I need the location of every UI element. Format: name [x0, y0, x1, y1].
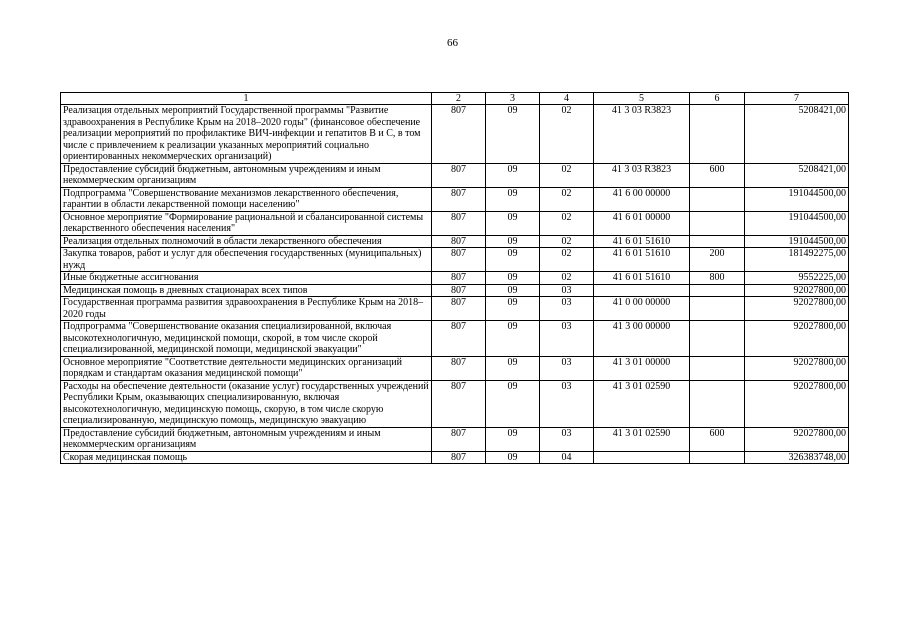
target-article-cell: 41 6 00 00000 — [594, 187, 690, 211]
target-article-cell: 41 3 03 R3823 — [594, 163, 690, 187]
header-cell: 7 — [745, 93, 849, 105]
header-cell: 3 — [486, 93, 540, 105]
sum-cell: 191044500,00 — [745, 235, 849, 248]
code-cell: 807 — [432, 380, 486, 427]
row-name-cell: Основное мероприятие "Формирование рациональной и сбалансированной системы лекарственного обеспечения населения" — [61, 211, 432, 235]
table-row — [61, 163, 849, 187]
subsection-cell: 03 — [540, 427, 594, 451]
table-row — [61, 427, 849, 451]
target-article-cell: 41 3 00 00000 — [594, 321, 690, 357]
section-cell: 09 — [486, 187, 540, 211]
table-row — [61, 321, 849, 357]
section-cell: 09 — [486, 321, 540, 357]
row-name-cell: Основное мероприятие "Соответствие деятельности медицинских организаций порядкам и стандартам оказания медицинской помощи" — [61, 356, 432, 380]
table-row — [61, 187, 849, 211]
expense-type-cell — [690, 451, 745, 464]
subsection-cell: 03 — [540, 321, 594, 357]
code-cell: 807 — [432, 297, 486, 321]
row-name-cell: Медицинская помощь в дневных стационарах всех типов — [61, 284, 432, 297]
row-name-cell: Предоставление субсидий бюджетным, автономным учреждениям и иным некоммерческим организациям — [61, 427, 432, 451]
sum-cell: 92027800,00 — [745, 284, 849, 297]
target-article-cell: 41 3 03 R3823 — [594, 105, 690, 164]
header-cell: 5 — [594, 93, 690, 105]
target-article-cell: 41 6 01 51610 — [594, 272, 690, 285]
section-cell: 09 — [486, 105, 540, 164]
row-name-cell: Реализация отдельных полномочий в области лекарственного обеспечения — [61, 235, 432, 248]
subsection-cell: 02 — [540, 187, 594, 211]
code-cell: 807 — [432, 451, 486, 464]
sum-cell: 181492275,00 — [745, 248, 849, 272]
table-row — [61, 284, 849, 297]
table-row — [61, 451, 849, 464]
target-article-cell: 41 3 01 00000 — [594, 356, 690, 380]
target-article-cell: 41 0 00 00000 — [594, 297, 690, 321]
section-cell: 09 — [486, 163, 540, 187]
header-row — [61, 93, 849, 105]
section-cell: 09 — [486, 248, 540, 272]
row-name-cell: Закупка товаров, работ и услуг для обеспечения государственных (муниципальных) нужд — [61, 248, 432, 272]
expense-type-cell — [690, 187, 745, 211]
code-cell: 807 — [432, 105, 486, 164]
sum-cell: 92027800,00 — [745, 356, 849, 380]
section-cell: 09 — [486, 427, 540, 451]
expense-type-cell: 600 — [690, 163, 745, 187]
table-row — [61, 248, 849, 272]
sum-cell: 92027800,00 — [745, 427, 849, 451]
expense-type-cell: 600 — [690, 427, 745, 451]
table-row — [61, 297, 849, 321]
code-cell: 807 — [432, 284, 486, 297]
sum-cell: 5208421,00 — [745, 105, 849, 164]
row-name-cell: Расходы на обеспечение деятельности (оказание услуг) государственных учреждений Республики Крым, оказывающих специализированную, включая высокотехнологичную, медицинскую помощь, скорую, в том числе скорую специализированную, медицинскую помощь, медицинскую эвакуацию — [61, 380, 432, 427]
subsection-cell: 02 — [540, 211, 594, 235]
sum-cell: 92027800,00 — [745, 321, 849, 357]
target-article-cell — [594, 284, 690, 297]
section-cell: 09 — [486, 451, 540, 464]
code-cell: 807 — [432, 272, 486, 285]
row-name-cell: Предоставление субсидий бюджетным, автономным учреждениям и иным некоммерческим организациям — [61, 163, 432, 187]
subsection-cell: 03 — [540, 356, 594, 380]
expense-type-cell — [690, 297, 745, 321]
expense-type-cell — [690, 380, 745, 427]
page-number: 66 — [447, 37, 458, 49]
expense-type-cell — [690, 321, 745, 357]
sum-cell: 326383748,00 — [745, 451, 849, 464]
sum-cell: 92027800,00 — [745, 297, 849, 321]
row-name-cell: Подпрограмма "Совершенствование оказания специализированной, включая высокотехнологичную, медицинской помощи, скорой, в том числе скорой специализированной, медицинской помощи, медицинской эвакуации" — [61, 321, 432, 357]
budget-table — [60, 92, 849, 464]
header-cell: 2 — [432, 93, 486, 105]
code-cell: 807 — [432, 427, 486, 451]
expense-type-cell — [690, 284, 745, 297]
target-article-cell: 41 6 01 51610 — [594, 248, 690, 272]
header-cell: 6 — [690, 93, 745, 105]
row-name-cell: Реализация отдельных мероприятий Государственной программы "Развитие здравоохранения в Республике Крым на 2018–2020 годы" (финансовое обеспечение реализации мероприятий по профилактике ВИЧ-инфекции и гепатитов В и С, в том числе с привлечением к реализации указанных мероприятий социально ориентированных некоммерческих организаций) — [61, 105, 432, 164]
code-cell: 807 — [432, 163, 486, 187]
sum-cell: 9552225,00 — [745, 272, 849, 285]
section-cell: 09 — [486, 380, 540, 427]
subsection-cell: 03 — [540, 380, 594, 427]
expense-type-cell — [690, 235, 745, 248]
expense-type-cell — [690, 211, 745, 235]
table-row — [61, 105, 849, 164]
sum-cell: 92027800,00 — [745, 380, 849, 427]
row-name-cell: Государственная программа развития здравоохранения в Республике Крым на 2018–2020 годы — [61, 297, 432, 321]
subsection-cell: 02 — [540, 105, 594, 164]
row-name-cell: Скорая медицинская помощь — [61, 451, 432, 464]
subsection-cell: 04 — [540, 451, 594, 464]
table-row — [61, 235, 849, 248]
expense-type-cell: 200 — [690, 248, 745, 272]
code-cell: 807 — [432, 235, 486, 248]
sum-cell: 5208421,00 — [745, 163, 849, 187]
expense-type-cell: 800 — [690, 272, 745, 285]
table-row — [61, 272, 849, 285]
target-article-cell: 41 3 01 02590 — [594, 380, 690, 427]
code-cell: 807 — [432, 187, 486, 211]
subsection-cell: 03 — [540, 297, 594, 321]
subsection-cell: 02 — [540, 248, 594, 272]
target-article-cell — [594, 451, 690, 464]
subsection-cell: 03 — [540, 284, 594, 297]
table-row — [61, 380, 849, 427]
section-cell: 09 — [486, 272, 540, 285]
table-row — [61, 211, 849, 235]
table-row — [61, 356, 849, 380]
code-cell: 807 — [432, 211, 486, 235]
sum-cell: 191044500,00 — [745, 211, 849, 235]
target-article-cell: 41 3 01 02590 — [594, 427, 690, 451]
subsection-cell: 02 — [540, 163, 594, 187]
section-cell: 09 — [486, 297, 540, 321]
target-article-cell: 41 6 01 00000 — [594, 211, 690, 235]
section-cell: 09 — [486, 284, 540, 297]
target-article-cell: 41 6 01 51610 — [594, 235, 690, 248]
code-cell: 807 — [432, 321, 486, 357]
code-cell: 807 — [432, 356, 486, 380]
expense-type-cell — [690, 356, 745, 380]
sum-cell: 191044500,00 — [745, 187, 849, 211]
row-name-cell: Подпрограмма "Совершенствование механизмов лекарственного обеспечения, гарантии в области лекарственной помощи населению" — [61, 187, 432, 211]
expense-type-cell — [690, 105, 745, 164]
subsection-cell: 02 — [540, 272, 594, 285]
section-cell: 09 — [486, 211, 540, 235]
section-cell: 09 — [486, 356, 540, 380]
header-cell: 4 — [540, 93, 594, 105]
row-name-cell: Иные бюджетные ассигнования — [61, 272, 432, 285]
code-cell: 807 — [432, 248, 486, 272]
header-cell: 1 — [61, 93, 432, 105]
section-cell: 09 — [486, 235, 540, 248]
subsection-cell: 02 — [540, 235, 594, 248]
